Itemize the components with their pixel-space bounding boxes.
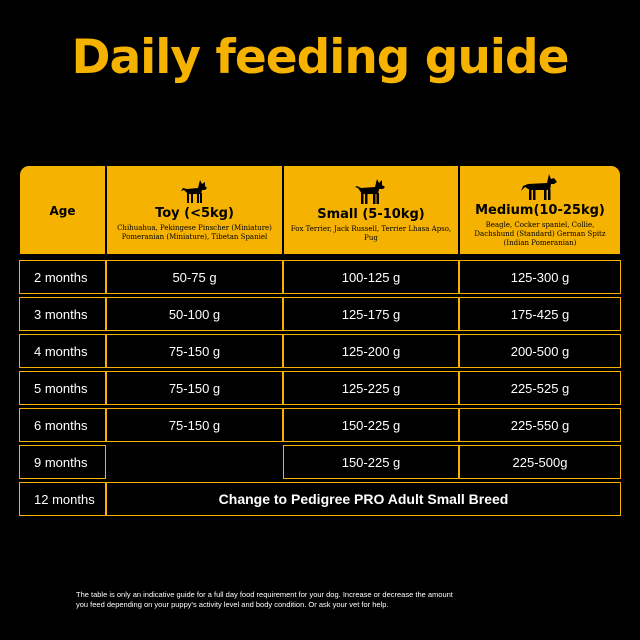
merged-note-cell: Change to Pedigree PRO Adult Small Breed: [106, 482, 621, 516]
toy-cell: 75-150 g: [106, 408, 283, 442]
small-cell: 150-225 g: [283, 408, 459, 442]
medium-cell: 225-525 g: [459, 371, 621, 405]
header-toy: [106, 165, 283, 255]
header-medium-breeds: Beagle, Cocker spaniel, Collie, Dachshund (Standard) German Spitz (Indian Pomeranian): [474, 220, 606, 247]
small-cell: 125-175 g: [283, 297, 459, 331]
age-cell: 9 months: [19, 445, 106, 479]
header-age: [19, 165, 106, 255]
small-cell: 125-200 g: [283, 334, 459, 368]
header-small-title: Small (5-10kg): [317, 207, 425, 222]
age-cell: 6 months: [19, 408, 106, 442]
medium-cell: 200-500 g: [459, 334, 621, 368]
header-toy-breeds: Chihuahua, Pekingese Pinscher (Miniature) Pomeranian (Miniature), Tibetan Spaniel: [117, 224, 272, 241]
age-cell: 3 months: [19, 297, 106, 331]
medium-cell: 175-425 g: [459, 297, 621, 331]
header-small: [283, 165, 459, 255]
toy-cell: 50-100 g: [106, 297, 283, 331]
header-toy-title: Toy (<5kg): [155, 206, 234, 221]
age-cell: 2 months: [19, 260, 106, 294]
age-cell: 4 months: [19, 334, 106, 368]
page-title: Daily feeding guide: [71, 30, 569, 85]
header-age-label: Age: [49, 204, 76, 218]
dog-icon: [353, 177, 389, 205]
small-cell: 125-225 g: [283, 371, 459, 405]
small-cell: 150-225 g: [283, 445, 459, 479]
large-dog-icon: [520, 173, 560, 201]
header-medium: [459, 165, 621, 255]
medium-cell: 225-550 g: [459, 408, 621, 442]
toy-cell: 75-150 g: [106, 371, 283, 405]
small-cell: 100-125 g: [283, 260, 459, 294]
toy-cell: 75-150 g: [106, 334, 283, 368]
footnote: The table is only an indicative guide for a full day food requirement for your dog. Increase or decrease the amount you feed depending on your puppy's activity level and body condition. Or ask your vet for help.: [76, 590, 453, 609]
header-small-breeds: Fox Terrier, Jack Russell, Terrier Lhasa Apso, Pug: [290, 225, 452, 242]
header-medium-title: Medium(10-25kg): [475, 202, 605, 218]
age-cell: 5 months: [19, 371, 106, 405]
medium-cell: 225-500g: [459, 445, 621, 479]
medium-cell: 125-300 g: [459, 260, 621, 294]
small-dog-icon: [178, 178, 212, 204]
age-cell: 12 months: [19, 482, 106, 516]
toy-cell: 50-75 g: [106, 260, 283, 294]
